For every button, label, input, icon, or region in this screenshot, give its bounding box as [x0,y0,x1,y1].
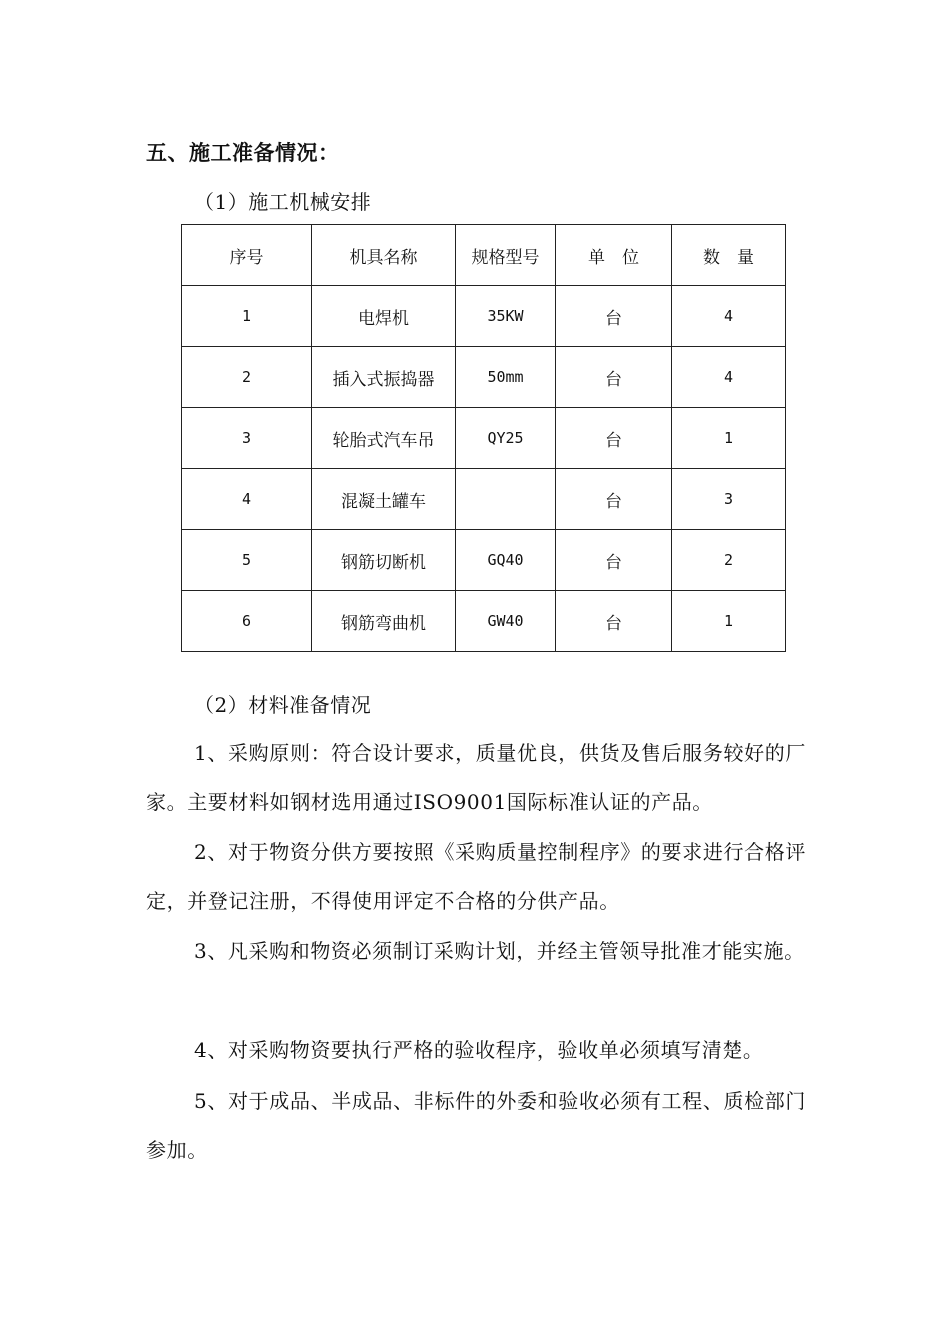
cell-model: QY25 [456,408,556,469]
cell-quantity: 4 [672,347,786,408]
table-row [182,347,786,408]
header-cell-name: 机具名称 [312,225,456,286]
cell-serial: 5 [182,530,312,591]
cell-model: 35KW [456,286,556,347]
cell-quantity: 4 [672,286,786,347]
equipment-subheading: （1）施工机械安排 [194,190,372,214]
header-cell-unit: 单 位 [556,225,672,286]
cell-quantity: 1 [672,408,786,469]
cell-name: 钢筋弯曲机 [312,591,456,652]
header-cell-serial: 序号 [182,225,312,286]
table-row [182,530,786,591]
table-row [182,591,786,652]
section-heading: 五、施工准备情况： [146,140,340,165]
cell-unit: 台 [556,347,672,408]
cell-name: 轮胎式汽车吊 [312,408,456,469]
cell-serial: 4 [182,469,312,530]
paragraph-acceptance-procedure: 4、对采购物资要执行严格的验收程序，验收单必须填写清楚。 [194,1038,764,1062]
paragraph-procurement-principle: 1、采购原则：符合设计要求，质量优良，供货及售后服务较好的厂家。主要材料如钢材选用通过ISO9001国际标准认证的产品。 [146,741,806,814]
cell-quantity: 3 [672,469,786,530]
paragraph-procurement-plan: 3、凡采购和物资必须制订采购计划，并经主管领导批准才能实施。 [194,939,805,963]
cell-model [456,469,556,530]
cell-model: GQ40 [456,530,556,591]
cell-quantity: 2 [672,530,786,591]
paragraph-outsourcing-acceptance: 5、对于成品、半成品、非标件的外委和验收必须有工程、质检部门参加。 [146,1089,806,1162]
cell-name: 钢筋切断机 [312,530,456,591]
cell-unit: 台 [556,530,672,591]
table-header-row [182,225,786,286]
header-cell-quantity: 数 量 [672,225,786,286]
equipment-table [181,224,786,652]
cell-unit: 台 [556,286,672,347]
materials-subheading: （2）材料准备情况 [194,693,372,717]
cell-serial: 3 [182,408,312,469]
table-row [182,408,786,469]
cell-name: 电焊机 [312,286,456,347]
cell-name: 插入式振捣器 [312,347,456,408]
header-cell-model: 规格型号 [456,225,556,286]
cell-model: 50mm [456,347,556,408]
cell-unit: 台 [556,591,672,652]
cell-serial: 2 [182,347,312,408]
table-row [182,469,786,530]
table-row [182,286,786,347]
cell-name: 混凝土罐车 [312,469,456,530]
cell-serial: 6 [182,591,312,652]
cell-model: GW40 [456,591,556,652]
cell-unit: 台 [556,469,672,530]
cell-quantity: 1 [672,591,786,652]
cell-serial: 1 [182,286,312,347]
cell-unit: 台 [556,408,672,469]
paragraph-supplier-evaluation: 2、对于物资分供方要按照《采购质量控制程序》的要求进行合格评定，并登记注册，不得使用评定不合格的分供产品。 [146,840,806,913]
